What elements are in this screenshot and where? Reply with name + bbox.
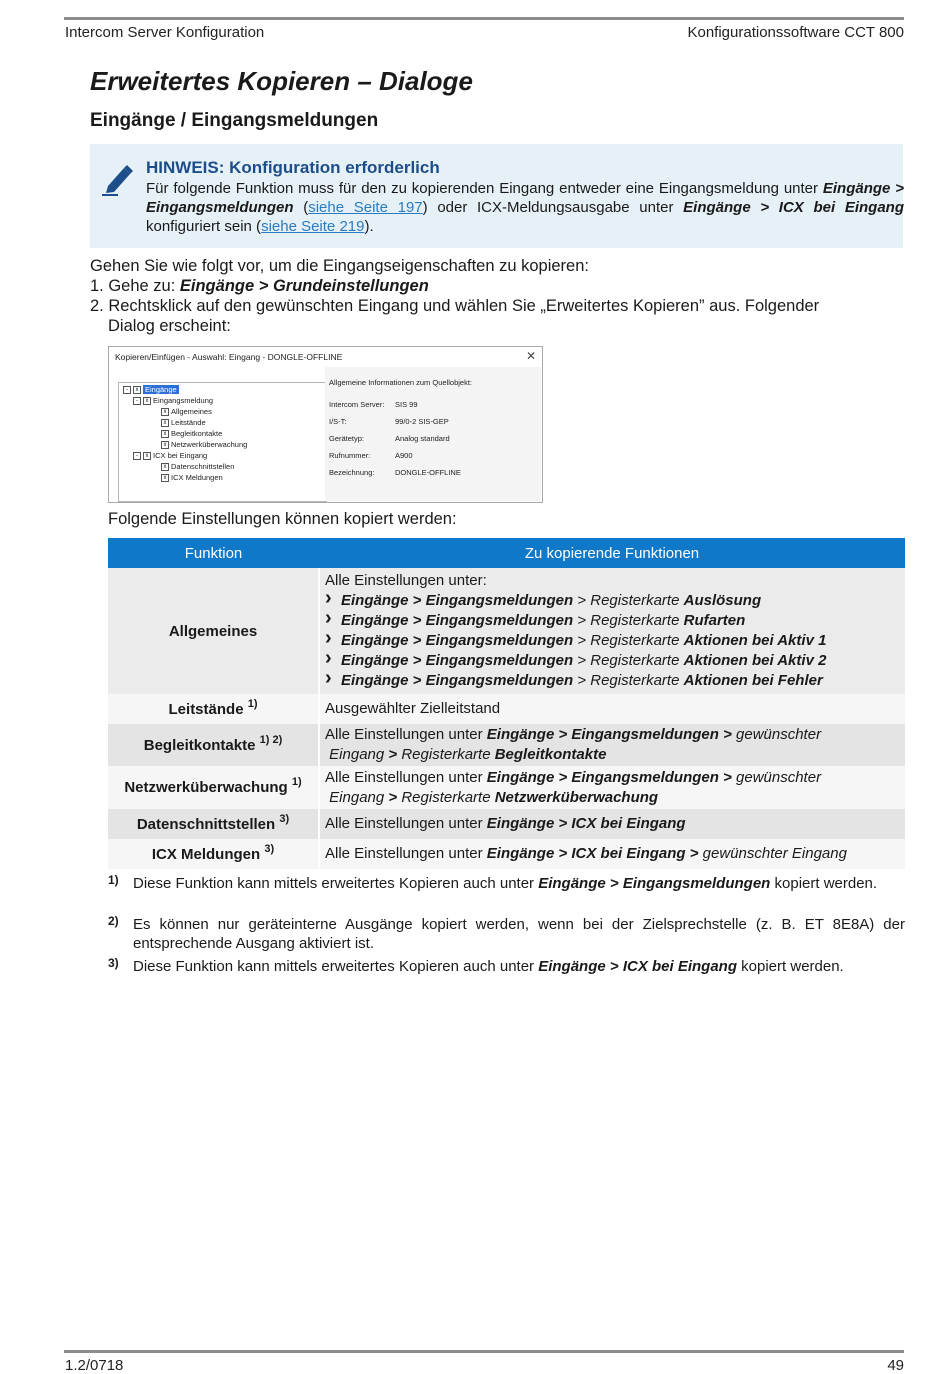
footer-version: 1.2/0718 xyxy=(65,1357,124,1374)
column-header-funktion: Funktion xyxy=(108,538,319,568)
info-value: Analog standard xyxy=(395,434,450,443)
table-row xyxy=(108,694,905,724)
tree-item[interactable]: x Leitstände xyxy=(161,418,206,427)
note-path-2: Eingänge > ICX bei Eingang xyxy=(683,199,904,216)
footnote-2: 2) Es können nur geräteinterne Ausgänge kopiert werden, wenn bei der Zielsprechstelle (z. B. ET 8E8A) der entsprechende Ausgang aktiviert ist. xyxy=(108,914,905,952)
dialog-tree xyxy=(118,382,327,502)
note-title: HINWEIS: Konfiguration erforderlich xyxy=(146,158,440,177)
step-2-continued: Dialog erscheint: xyxy=(108,317,231,335)
row-desc: Alle Einstellungen unter Eingänge > ICX bei Eingang > gewünschter Eingang xyxy=(319,839,905,869)
step-1: 1. Gehe zu: Eingänge > Grundeinstellungen xyxy=(90,277,429,295)
list-item: › Eingänge > Eingangsmeldungen > Registerkarte Aktionen bei Fehler xyxy=(325,671,905,691)
dialog-info-panel xyxy=(325,367,541,501)
footer-rule xyxy=(64,1350,904,1353)
link-seite-219[interactable]: siehe Seite 219 xyxy=(261,218,365,235)
table-row xyxy=(108,724,905,766)
copy-dialog-screenshot xyxy=(108,346,543,503)
info-label: Rufnummer: xyxy=(329,451,371,460)
info-value: 99/0-2 SIS-GEP xyxy=(395,417,449,426)
intro-text: Gehen Sie wie folgt vor, um die Eingangseigenschaften zu kopieren: xyxy=(90,257,589,275)
tree-item[interactable]: - x Eingangsmeldung xyxy=(133,396,213,405)
tree-item[interactable]: - x ICX bei Eingang xyxy=(133,451,207,460)
row-desc: Alle Einstellungen unter Eingänge > Eingangsmeldungen > gewünschter Eingang > Registerkarte Begleitkontakte xyxy=(319,724,905,766)
row-name: Netzwerküberwachung $^{1)}$ xyxy=(108,766,319,809)
table-row xyxy=(108,839,905,869)
row-desc: Alle Einstellungen unter Eingänge > Eingangsmeldungen > gewünschter Eingang > Registerkarte Netzwerküberwachung xyxy=(319,766,905,809)
row-name: Begleitkontakte $^{1) 2)}$ xyxy=(108,724,319,766)
table-intro: Folgende Einstellungen können kopiert werden: xyxy=(108,510,457,528)
row-desc: Ausgewählter Zielleitstand xyxy=(319,694,905,724)
close-icon[interactable]: ✕ xyxy=(525,349,536,363)
footnote-1: 1) Diese Funktion kann mittels erweitertes Kopieren auch unter Eingänge > Eingangsmeldungen kopiert werden. xyxy=(108,873,878,892)
info-heading: Allgemeine Informationen zum Quellobjekt: xyxy=(329,378,472,387)
info-value: DONGLE-OFFLINE xyxy=(395,468,461,477)
info-label: Bezeichnung: xyxy=(329,468,375,477)
link-seite-197[interactable]: siehe Seite 197 xyxy=(308,199,423,216)
page-title: Erweitertes Kopieren – Dialoge xyxy=(90,66,473,96)
header-right: Konfigurationssoftware CCT 800 xyxy=(687,24,904,41)
table-row xyxy=(108,766,905,809)
tree-item[interactable]: x Allgemeines xyxy=(161,407,212,416)
info-value: A900 xyxy=(395,451,413,460)
header-rule xyxy=(64,17,904,20)
tree-item[interactable]: x Begleitkontakte xyxy=(161,429,222,438)
row-desc: Alle Einstellungen unter Eingänge > ICX bei Eingang xyxy=(319,809,905,839)
table-row xyxy=(108,568,905,694)
column-header-funktionen: Zu kopierende Funktionen xyxy=(319,538,905,568)
list-item: › Eingänge > Eingangsmeldungen > Registerkarte Aktionen bei Aktiv 1 xyxy=(325,631,905,651)
row-name: Allgemeines xyxy=(108,568,319,694)
table-row xyxy=(108,809,905,839)
section-title: Eingänge / Eingangsmeldungen xyxy=(90,110,379,131)
note-body: Für folgende Funktion muss für den zu kopierenden Eingang entweder eine Eingangsmeldung unter Eingänge > Eingangsmeldungen (siehe Seite 197) oder ICX-Meldungsausgabe unter Eingänge > ICX bei Eingang konfiguriert sein (siehe Seite 219). xyxy=(146,180,904,235)
pencil-icon xyxy=(100,162,134,196)
footnote-3: 3) Diese Funktion kann mittels erweitertes Kopieren auch unter Eingänge > ICX bei Eingang kopiert werden. xyxy=(108,956,844,975)
note-box xyxy=(90,144,903,248)
tree-item[interactable]: x ICX Meldungen xyxy=(161,473,223,482)
page-number: 49 xyxy=(887,1357,904,1374)
info-label: Intercom Server: xyxy=(329,400,385,409)
tree-item[interactable]: - x Eingänge xyxy=(123,385,179,394)
row-name: Leitstände $^{1)}$ xyxy=(108,694,319,724)
tree-item[interactable]: x Netzwerküberwachung xyxy=(161,440,247,449)
row-desc: Alle Einstellungen unter: › Eingänge > Eingangsmeldungen > Registerkarte Auslösung › Eingänge > Eingangsmeldungen > Registerkarte Rufarten › Eingänge > Eingangsmeldungen > Registerkarte Aktionen bei Aktiv 1 › Eingänge > Eingangsmeldungen > Registerkarte Aktionen bei Aktiv 2 › Eingänge > Eingangsmeldungen > Registerkarte Aktionen bei Fehler xyxy=(319,568,905,694)
tree-item[interactable]: x Datenschnittstellen xyxy=(161,462,234,471)
note-path-1: Eingänge > Eingangsmeldungen xyxy=(146,180,904,216)
info-label: I/S-T: xyxy=(329,417,347,426)
functions-table xyxy=(108,538,905,869)
header-left: Intercom Server Konfiguration xyxy=(65,24,265,41)
step-2: 2. Rechtsklick auf den gewünschten Eingang und wählen Sie „Erweitertes Kopieren” aus. Folgender xyxy=(90,297,820,315)
row-name: Datenschnittstellen $^{3)}$ xyxy=(108,809,319,839)
list-item: › Eingänge > Eingangsmeldungen > Registerkarte Rufarten xyxy=(325,611,905,631)
info-label: Gerätetyp: xyxy=(329,434,365,443)
list-item: › Eingänge > Eingangsmeldungen > Registerkarte Auslösung xyxy=(325,591,905,611)
list-item: › Eingänge > Eingangsmeldungen > Registerkarte Aktionen bei Aktiv 2 xyxy=(325,651,905,671)
info-value: SIS 99 xyxy=(395,400,418,409)
row-name: ICX Meldungen $^{3)}$ xyxy=(108,839,319,869)
dialog-title: Kopieren/Einfügen - Auswahl: Eingang - DONGLE-OFFLINE xyxy=(115,352,343,362)
